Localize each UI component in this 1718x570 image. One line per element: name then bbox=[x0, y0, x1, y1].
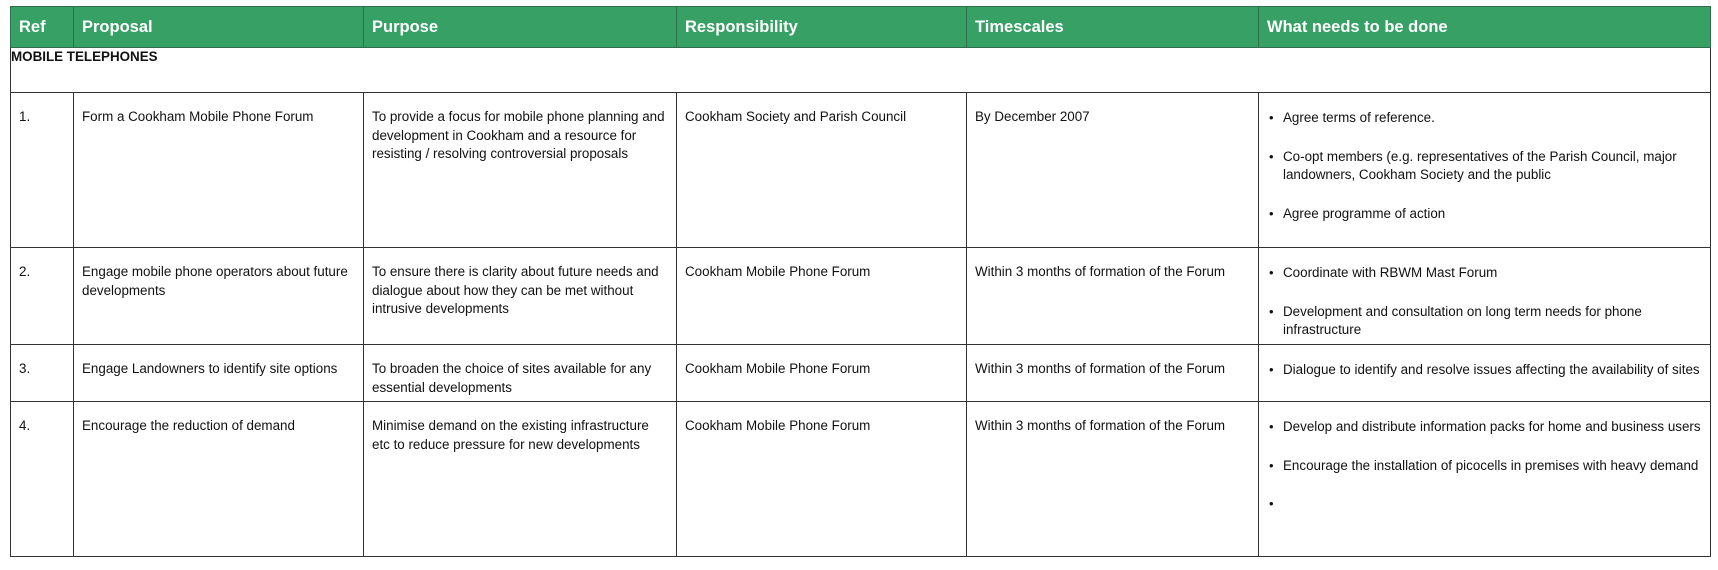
todo-text: Dialogue to identify and resolve issues affecting the availability of sites bbox=[1283, 362, 1700, 377]
todo-list bbox=[1269, 418, 1702, 511]
purpose-cell bbox=[364, 402, 677, 557]
table-row bbox=[11, 402, 1711, 557]
responsibility-value: Cookham Mobile Phone Forum bbox=[685, 418, 871, 433]
purpose-cell bbox=[364, 345, 677, 402]
ref-cell bbox=[11, 93, 74, 248]
todo-text: Coordinate with RBWM Mast Forum bbox=[1283, 265, 1498, 280]
proposal-value: Engage mobile phone operators about future developments bbox=[82, 264, 348, 298]
bullet-icon: • bbox=[1269, 148, 1274, 164]
timescales-value: By December 2007 bbox=[975, 109, 1090, 124]
todo-item bbox=[1269, 148, 1702, 185]
purpose-value: To ensure there is clarity about future needs and dialogue about how they can be met without intrusive developments bbox=[372, 264, 659, 316]
responsibility-value: Cookham Mobile Phone Forum bbox=[685, 264, 871, 279]
proposal-cell bbox=[74, 345, 364, 402]
todo-cell bbox=[1259, 248, 1711, 345]
todo-list bbox=[1269, 264, 1702, 340]
ref-cell bbox=[11, 402, 74, 557]
proposal-value: Encourage the reduction of demand bbox=[82, 418, 295, 433]
purpose-cell bbox=[364, 93, 677, 248]
timescales-cell bbox=[967, 402, 1259, 557]
bullet-icon: • bbox=[1269, 419, 1274, 434]
proposal-cell bbox=[74, 402, 364, 557]
todo-list bbox=[1269, 361, 1702, 380]
purpose-value: To provide a focus for mobile phone planning and development in Cookham and a resource for resisting / resolving controversial proposals bbox=[372, 109, 665, 161]
purpose-cell bbox=[364, 248, 677, 345]
table-row bbox=[11, 93, 1711, 248]
todo-text: Development and consultation on long term needs for phone infrastructure bbox=[1283, 303, 1642, 337]
header-responsibility: Responsibility bbox=[677, 7, 967, 48]
ref-value: 1. bbox=[19, 109, 31, 124]
responsibility-value: Cookham Society and Parish Council bbox=[685, 109, 907, 124]
proposal-value: Engage Landowners to identify site options bbox=[82, 361, 338, 376]
bullet-icon: • bbox=[1269, 457, 1274, 473]
todo-item bbox=[1269, 418, 1702, 437]
proposal-cell bbox=[74, 248, 364, 345]
section-title: MOBILE TELEPHONES bbox=[11, 48, 1711, 93]
todo-item bbox=[1269, 303, 1702, 340]
ref-value: 2. bbox=[19, 264, 31, 279]
timescales-value: Within 3 months of formation of the Forum bbox=[975, 361, 1226, 376]
purpose-value: Minimise demand on the existing infrastructure etc to reduce pressure for new developments bbox=[372, 418, 649, 452]
proposal-value: Form a Cookham Mobile Phone Forum bbox=[82, 109, 314, 124]
todo-item bbox=[1269, 205, 1702, 224]
ref-value: 3. bbox=[19, 361, 31, 376]
todo-item bbox=[1269, 457, 1702, 476]
todo-item bbox=[1269, 109, 1702, 128]
header-row bbox=[11, 7, 1711, 48]
todo-text: Agree programme of action bbox=[1283, 205, 1446, 221]
bullet-icon: • bbox=[1269, 110, 1274, 125]
timescales-cell bbox=[967, 345, 1259, 402]
todo-cell bbox=[1259, 345, 1711, 402]
todo-cell bbox=[1259, 402, 1711, 557]
todo-text: Agree terms of reference. bbox=[1283, 110, 1435, 125]
bullet-icon: • bbox=[1269, 303, 1274, 319]
bullet-icon: • bbox=[1269, 362, 1274, 377]
header-what-needs-to-be-done: What needs to be done bbox=[1259, 7, 1711, 48]
todo-text: Develop and distribute information packs for home and business users bbox=[1283, 419, 1701, 434]
header-purpose: Purpose bbox=[364, 7, 677, 48]
purpose-value: To broaden the choice of sites available for any essential developments bbox=[372, 361, 652, 395]
bullet-icon: • bbox=[1269, 265, 1274, 280]
responsibility-value: Cookham Mobile Phone Forum bbox=[685, 361, 871, 376]
todo-list bbox=[1269, 109, 1702, 223]
todo-text: Co-opt members (e.g. representatives of the Parish Council, major landowners, Cookham Society and the public bbox=[1283, 148, 1677, 182]
responsibility-cell bbox=[677, 248, 967, 345]
bullet-icon: • bbox=[1269, 496, 1274, 511]
action-plan-table bbox=[10, 6, 1711, 557]
responsibility-cell bbox=[677, 93, 967, 248]
timescales-cell bbox=[967, 93, 1259, 248]
responsibility-cell bbox=[677, 345, 967, 402]
ref-value: 4. bbox=[19, 418, 31, 433]
todo-cell bbox=[1259, 93, 1711, 248]
timescales-value: Within 3 months of formation of the Forum bbox=[975, 418, 1226, 433]
section-row bbox=[11, 48, 1711, 93]
proposal-cell bbox=[74, 93, 364, 248]
bullet-icon: • bbox=[1269, 205, 1274, 221]
ref-cell bbox=[11, 345, 74, 402]
todo-item bbox=[1269, 361, 1702, 380]
table-row bbox=[11, 248, 1711, 345]
header-proposal: Proposal bbox=[74, 7, 364, 48]
ref-cell bbox=[11, 248, 74, 345]
header-ref: Ref bbox=[11, 7, 74, 48]
todo-item bbox=[1269, 264, 1702, 283]
timescales-cell bbox=[967, 248, 1259, 345]
todo-text: Encourage the installation of picocells in premises with heavy demand bbox=[1283, 457, 1699, 473]
table-row bbox=[11, 345, 1711, 402]
responsibility-cell bbox=[677, 402, 967, 557]
timescales-value: Within 3 months of formation of the Forum bbox=[975, 264, 1226, 279]
header-timescales: Timescales bbox=[967, 7, 1259, 48]
